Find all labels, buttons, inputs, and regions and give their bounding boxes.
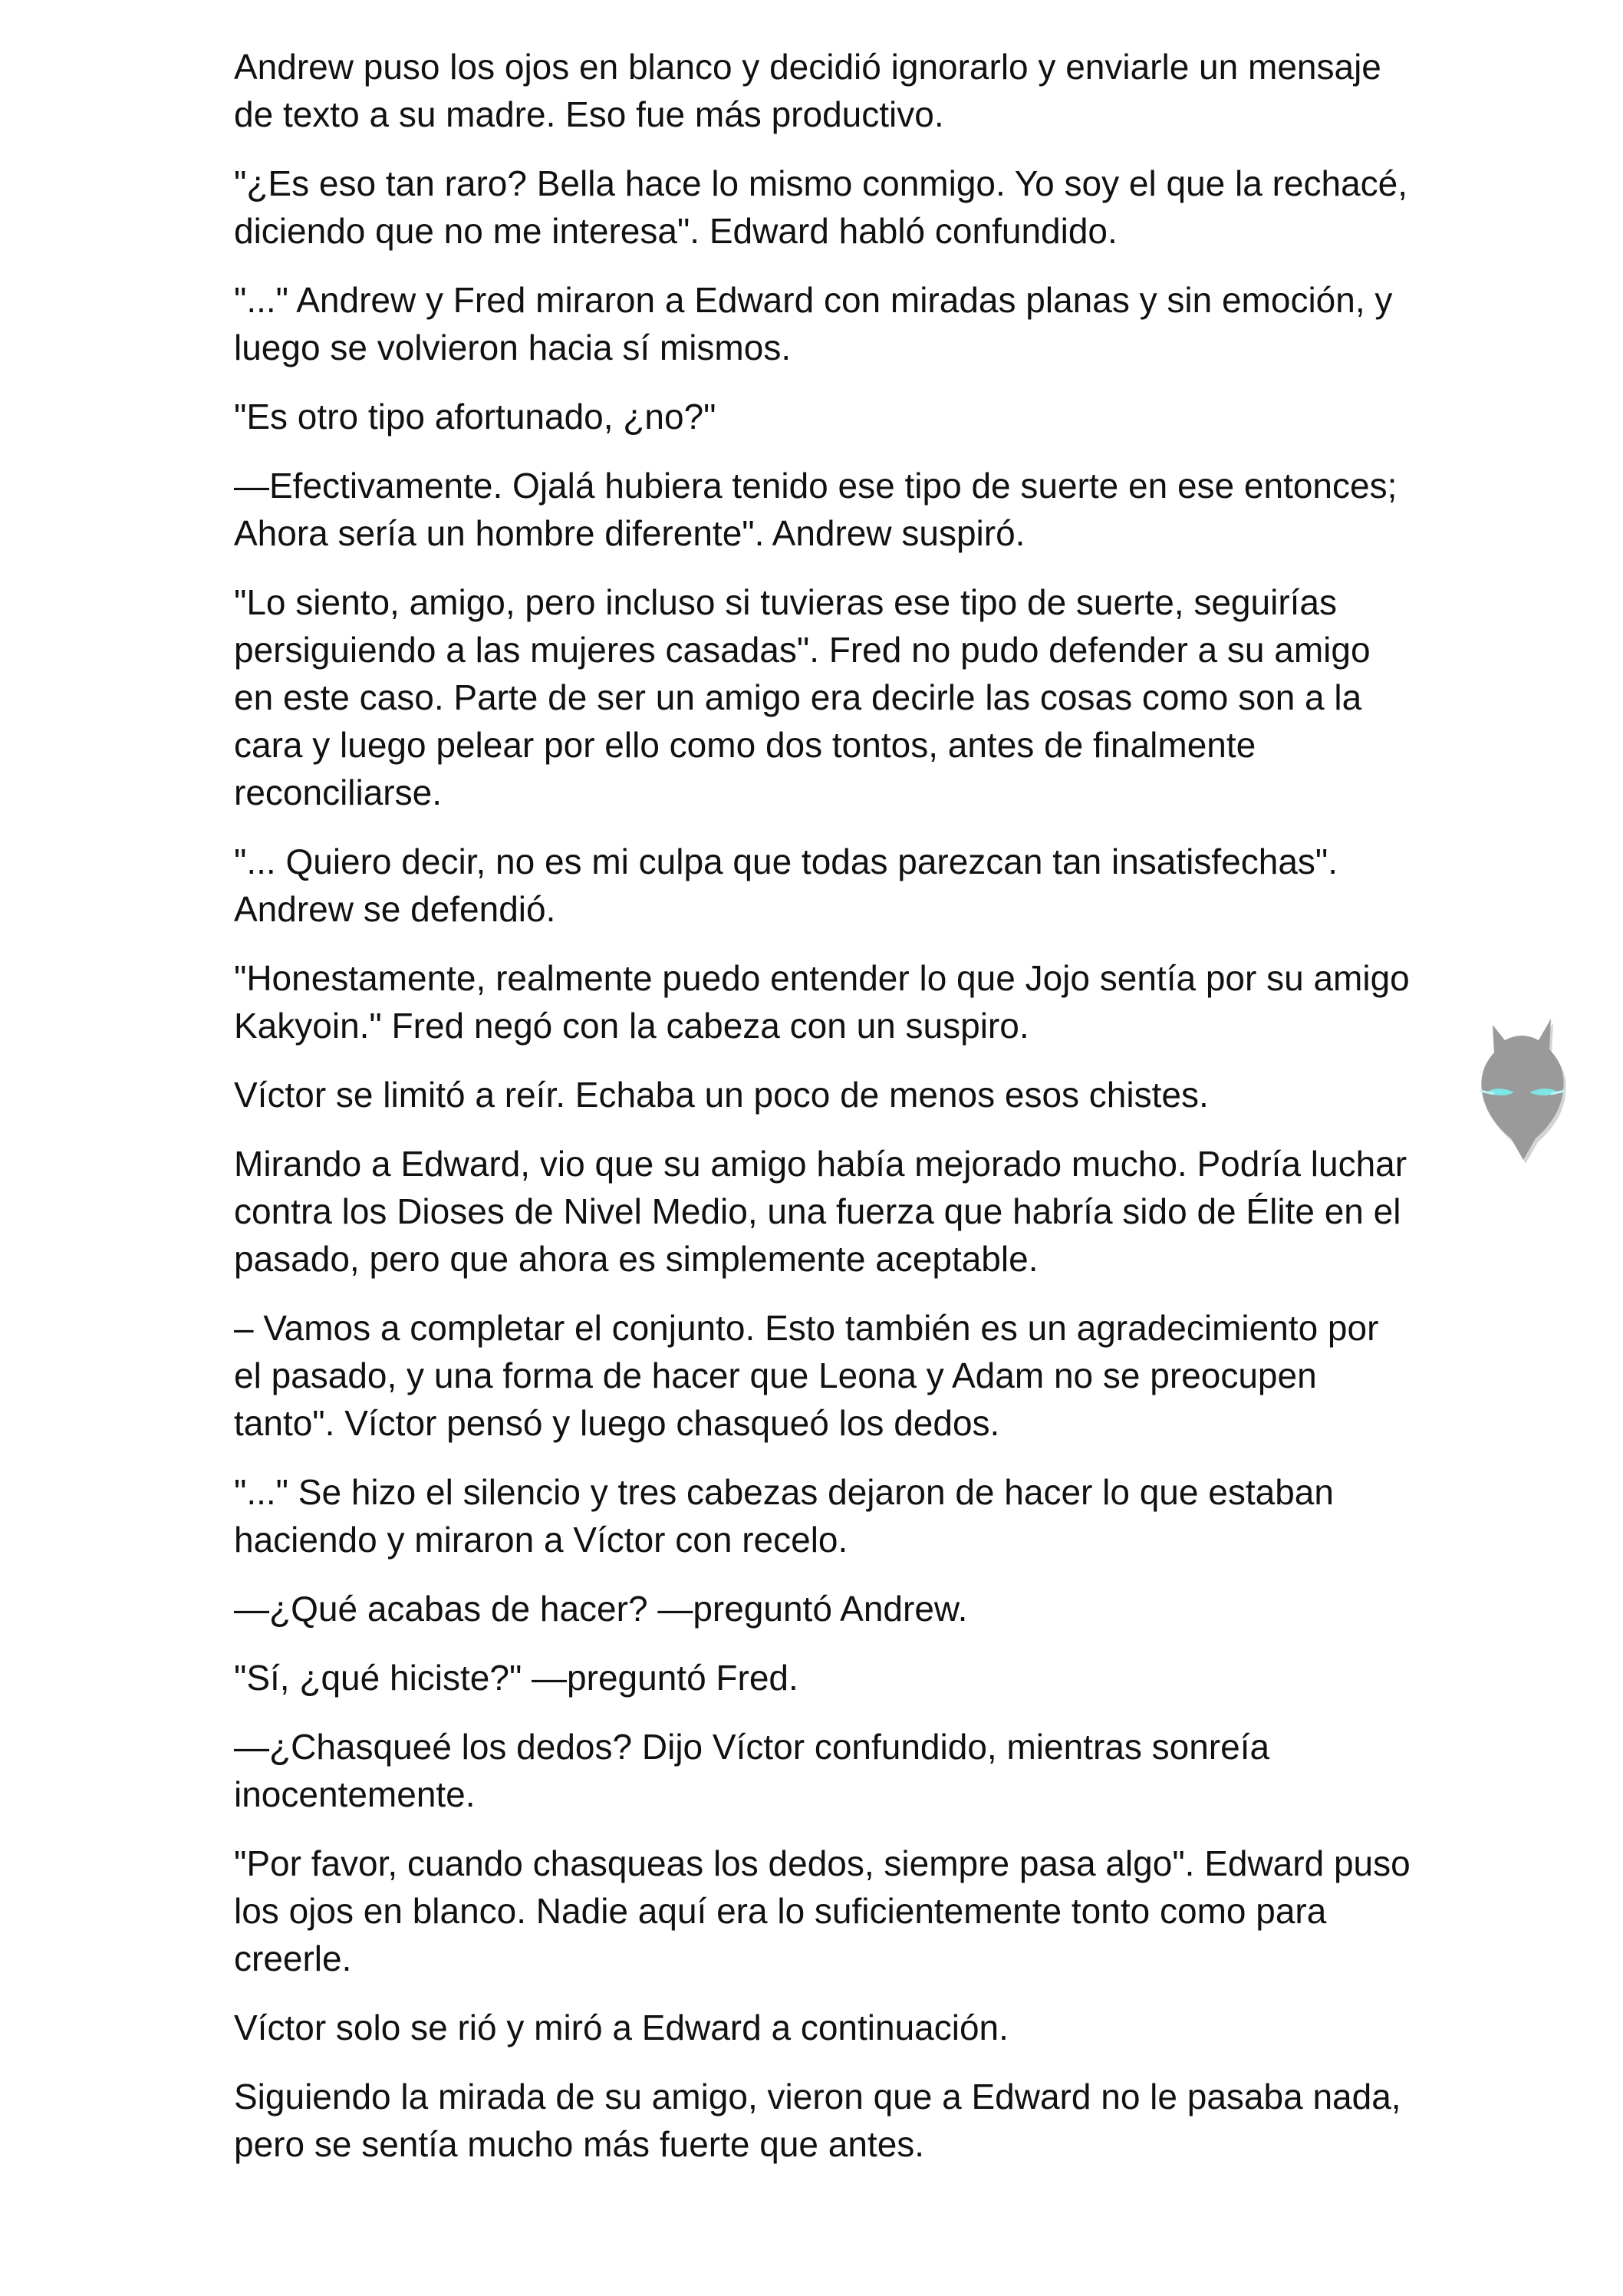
paragraph-8: "Honestamente, realmente puedo entender lo que Jojo sentía por su amigo Kakyoin." Fred negó con la cabeza con un suspiro. xyxy=(234,958,1410,1046)
paragraph-10: Mirando a Edward, vio que su amigo había mejorado mucho. Podría luchar contra los Dioses de Nivel Medio, una fuerza que habría sido de Élite en el pasado, pero que ahora es simplemente aceptable. xyxy=(234,1144,1407,1279)
paragraph-18: Siguiendo la mirada de su amigo, vieron que a Edward no le pasaba nada, pero se sentía mucho más fuerte que antes. xyxy=(234,2077,1401,2164)
paragraph-11: – Vamos a completar el conjunto. Esto también es un agradecimiento por el pasado, y una forma de hacer que Leona y Adam no se preocupen tanto". Víctor pensó y luego chasqueó los dedos. xyxy=(234,1308,1379,1443)
paragraph-12: "..." Se hizo el silencio y tres cabezas dejaron de hacer lo que estaban haciendo y miraron a Víctor con recelo. xyxy=(234,1472,1334,1560)
paragraph-3: "..." Andrew y Fred miraron a Edward con miradas planas y sin emoción, y luego se volvieron hacia sí mismos. xyxy=(234,280,1393,367)
paragraph-1: Andrew puso los ojos en blanco y decidió ignorarlo y enviarle un mensaje de texto a su madre. Eso fue más productivo. xyxy=(234,47,1381,134)
paragraph-7: "... Quiero decir, no es mi culpa que todas parezcan tan insatisfechas". Andrew se defendió. xyxy=(234,842,1338,929)
paragraph-15: —¿Chasqueé los dedos? Dijo Víctor confundido, mientras sonreía inocentemente. xyxy=(234,1727,1270,1814)
paragraph-9: Víctor se limitó a reír. Echaba un poco de menos esos chistes. xyxy=(234,1075,1209,1115)
paragraph-16: "Por favor, cuando chasqueas los dedos, siempre pasa algo". Edward puso los ojos en blanco. Nadie aquí era lo suficientemente tonto como para creerle. xyxy=(234,1843,1411,1978)
paragraph-17: Víctor solo se rió y miró a Edward a continuación. xyxy=(234,2008,1009,2047)
demon-head-icon xyxy=(1471,996,1572,1164)
paragraph-2: "¿Es eso tan raro? Bella hace lo mismo conmigo. Yo soy el que la rechacé, diciendo que no me interesa". Edward habló confundido. xyxy=(234,163,1408,251)
paragraph-4: "Es otro tipo afortunado, ¿no?" xyxy=(234,397,716,436)
paragraph-14: "Sí, ¿qué hiciste?" —preguntó Fred. xyxy=(234,1658,798,1698)
text-column xyxy=(234,43,1415,2189)
paragraph-5: —Efectivamente. Ojalá hubiera tenido ese tipo de suerte en ese entonces; Ahora sería un hombre diferente". Andrew suspiró. xyxy=(234,466,1397,553)
paragraph-13: —¿Qué acabas de hacer? —preguntó Andrew. xyxy=(234,1589,968,1629)
paragraph-6: "Lo siento, amigo, pero incluso si tuvieras ese tipo de suerte, seguirías persiguiendo a las mujeres casadas". Fred no pudo defender a su amigo en este caso. Parte de ser un amigo era decirle las cosas como son a la cara y luego pelear por ello como dos tontos, antes de finalmente reconciliarse. xyxy=(234,582,1371,812)
